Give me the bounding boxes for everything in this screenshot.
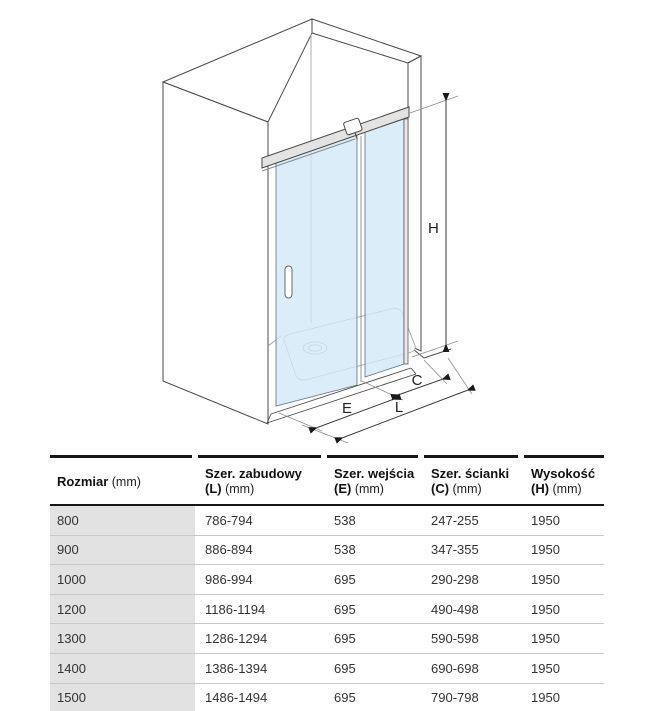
table-cell: 800 <box>50 506 195 536</box>
table-cell: 490-498 <box>421 595 521 625</box>
table-row <box>50 684 604 711</box>
table-cell: 247-255 <box>421 506 521 536</box>
table-cell: 1950 <box>521 624 604 654</box>
border-notch <box>518 455 524 459</box>
table-cell: 1200 <box>50 595 195 625</box>
table-row <box>50 506 604 536</box>
glass-panels <box>276 119 408 406</box>
table-cell: 1950 <box>521 536 604 566</box>
spec-table-wrap <box>50 455 604 711</box>
table-cell: 290-298 <box>421 565 521 595</box>
column-header-3: Szer. wejścia (E) (mm) <box>324 455 421 506</box>
table-cell: 900 <box>50 536 195 566</box>
table-cell: 1950 <box>521 565 604 595</box>
border-notch <box>418 455 424 459</box>
table-cell: 790-798 <box>421 684 521 711</box>
table-cell: 1950 <box>521 654 604 684</box>
table-cell: 986-994 <box>195 565 324 595</box>
border-notch <box>192 455 198 459</box>
right-wall-face <box>408 56 421 351</box>
table-cell: 1486-1494 <box>195 684 324 711</box>
table-cell: 1950 <box>521 595 604 625</box>
table-row <box>50 565 604 595</box>
door-handle <box>285 266 292 298</box>
table-row <box>50 536 604 566</box>
table-cell: 886-894 <box>195 536 324 566</box>
table-cell: 695 <box>324 595 421 625</box>
label-l: L <box>394 399 404 416</box>
wall-profile <box>404 119 408 364</box>
table-cell: 1286-1294 <box>195 624 324 654</box>
column-header-4: Szer. ścianki (C) (mm) <box>421 455 521 506</box>
column-header-1: Rozmiar (mm) <box>50 455 195 506</box>
label-h: H <box>428 220 439 237</box>
table-cell: 1500 <box>50 684 195 711</box>
table-cell: 690-698 <box>421 654 521 684</box>
table-cell: 1950 <box>521 506 604 536</box>
border-notch <box>321 455 327 459</box>
left-wall-face <box>163 82 268 424</box>
table-cell: 1300 <box>50 624 195 654</box>
table-cell: 538 <box>324 506 421 536</box>
table-cell: 1186-1194 <box>195 595 324 625</box>
table-cell: 695 <box>324 654 421 684</box>
right-wall-top-face <box>312 19 421 63</box>
table-cell: 695 <box>324 565 421 595</box>
table-cell: 695 <box>324 624 421 654</box>
label-c: C <box>411 372 423 389</box>
table-row <box>50 624 604 654</box>
label-e: E <box>341 400 353 417</box>
table-row <box>50 595 604 625</box>
column-header-2: Szer. zabudowy (L) (mm) <box>195 455 324 506</box>
table-header-row <box>50 455 604 506</box>
table-cell: 1000 <box>50 565 195 595</box>
fixed-panel-glass <box>365 119 404 377</box>
table-cell: 1950 <box>521 684 604 711</box>
table-cell: 695 <box>324 684 421 711</box>
table-cell: 347-355 <box>421 536 521 566</box>
table-cell: 786-794 <box>195 506 324 536</box>
dimension-line-l <box>343 390 467 437</box>
spec-table <box>50 455 604 711</box>
table-cell: 590-598 <box>421 624 521 654</box>
table-cell: 538 <box>324 536 421 566</box>
table-cell: 1386-1394 <box>195 654 324 684</box>
column-header-5: Wysokość (H) (mm) <box>521 455 604 506</box>
table-row <box>50 654 604 684</box>
table-cell: 1400 <box>50 654 195 684</box>
